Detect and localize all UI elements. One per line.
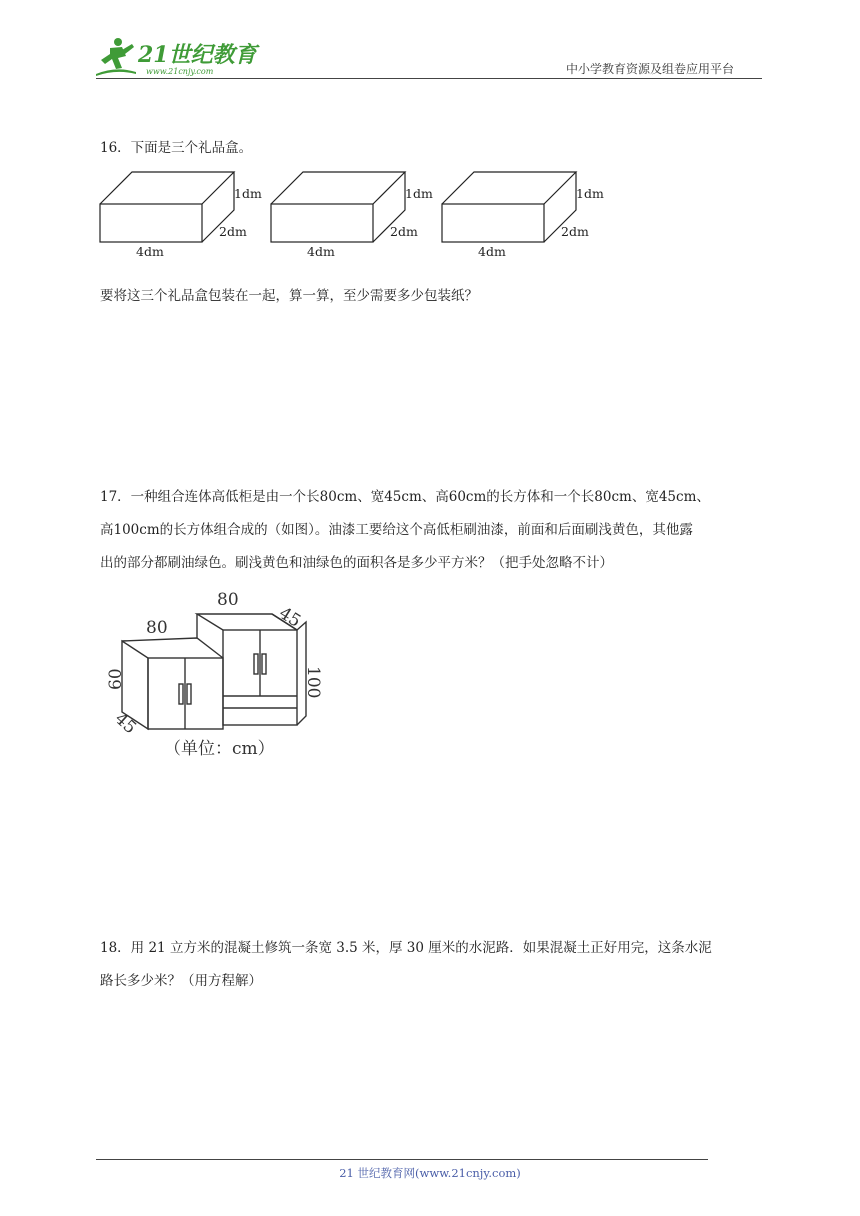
gift-box-3 (442, 172, 576, 242)
q17-line-1: 17．一种组合连体高低柜是由一个长80cm、宽45cm、高60cm的长方体和一个长80cm、宽45cm、 (100, 489, 710, 505)
gift-box-2 (271, 172, 405, 242)
box3-length-label: 4dm (478, 244, 506, 259)
site-logo (96, 36, 266, 80)
short-cabinet (122, 638, 223, 729)
q17-line-3: 出的部分都刷油绿色。刷浅黄色和油绿色的面积各是多少平方米？（把手处忽略不计） (100, 555, 613, 571)
runner-icon (96, 38, 136, 76)
gift-box-1 (100, 172, 234, 242)
header-tagline: 中小学教育资源及组卷应用平台 (566, 62, 735, 76)
cabinet-label-top-left: 80 (146, 618, 168, 638)
q17-text (100, 481, 770, 580)
box2-height-label: 1dm (405, 186, 433, 201)
box1-width-label: 2dm (219, 224, 247, 239)
cabinet-label-top-right: 80 (217, 590, 239, 610)
box3-height-label: 1dm (576, 186, 604, 201)
q16-text: 16．下面是三个礼品盒。 (100, 140, 253, 156)
q17-line-2: 高100cm的长方体组合成的（如图）。油漆工要给这个高低柜刷油漆，前面和后面刷浅黄色，其他露 (100, 522, 693, 538)
footer-text: 21 世纪教育网(www.21cnjy.com) (339, 1166, 521, 1180)
gift-boxes-figure (96, 166, 616, 266)
box2-length-label: 4dm (307, 244, 335, 259)
footer-divider (96, 1159, 708, 1160)
logo-url: www.21cnjy.com (146, 67, 214, 76)
box1-height-label: 1dm (234, 186, 262, 201)
logo-text: 21世纪教育 (138, 42, 257, 68)
box2-width-label: 2dm (390, 224, 418, 239)
cabinet-label-height-left: 60 (106, 668, 126, 690)
q18-line-1: 18．用 21 立方米的混凝土修筑一条宽 3.5 米，厚 30 厘米的水泥路．如果混凝土正好用完，这条水泥 (100, 940, 712, 956)
cabinet-figure (96, 586, 328, 764)
box1-length-label: 4dm (136, 244, 164, 259)
box3-width-label: 2dm (561, 224, 589, 239)
cabinet-label-depth-top: 45 (275, 603, 305, 632)
tall-cabinet (197, 614, 306, 725)
header-divider (96, 78, 762, 79)
cabinet-label-height-right: 100 (303, 666, 323, 699)
cabinet-unit-label: （单位：cm） (164, 739, 275, 759)
cabinet-label-depth-bottom: 45 (110, 708, 141, 739)
q16-question: 要将这三个礼品盒包装在一起，算一算，至少需要多少包装纸？ (100, 288, 478, 304)
q18-line-2: 路长多少米？（用方程解） (100, 973, 262, 989)
q18-text (100, 932, 770, 998)
